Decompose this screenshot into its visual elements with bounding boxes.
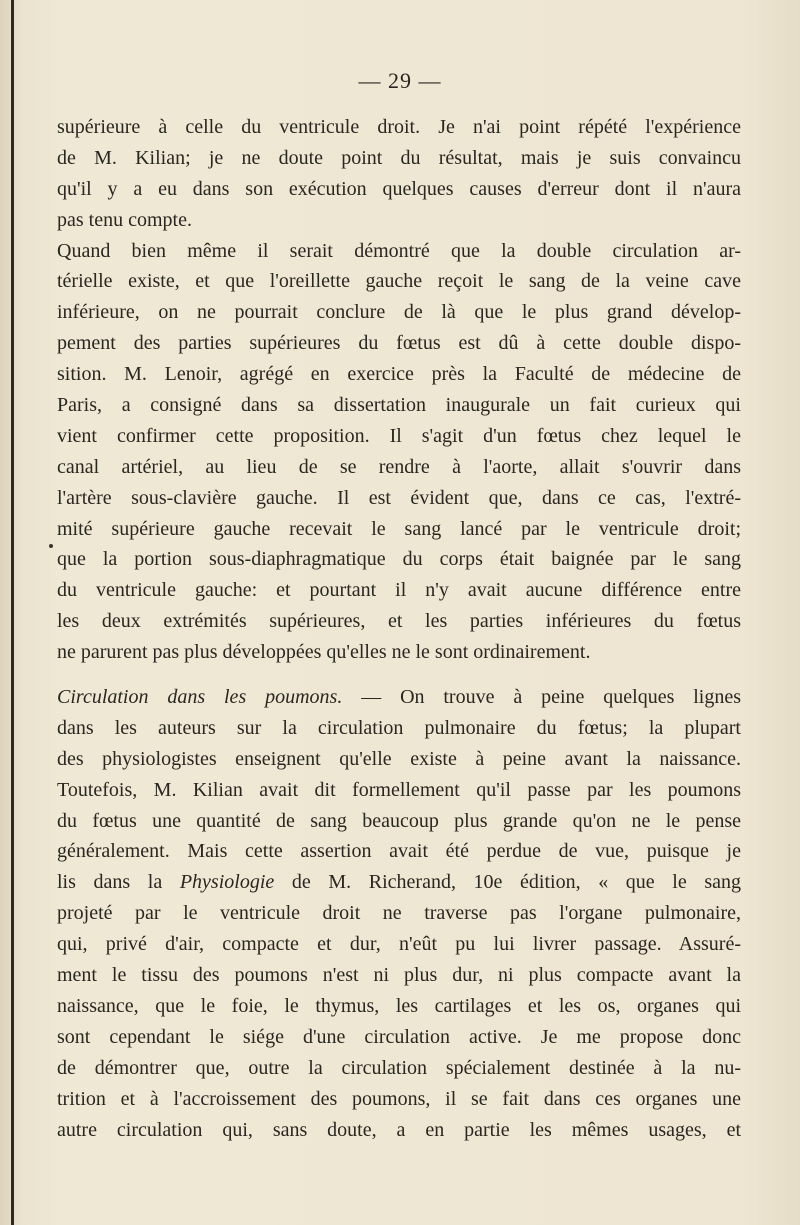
text-line: généralement. Mais cette assertion avait été perdue de vue, puisque je <box>57 840 741 863</box>
text-line: ment le tissu des poumons n'est ni plus dur, ni plus compacte avant la <box>57 964 741 987</box>
section-heading: Circulation dans les poumons. <box>57 686 343 709</box>
text-line: autre circulation qui, sans doute, a en partie les mêmes usages, et <box>57 1118 741 1141</box>
text-line: que la portion sous-diaphragmatique du corps était baignée par le sang <box>57 548 741 571</box>
text-line: de démontrer que, outre la circulation spécialement destinée à la nu- <box>57 1056 741 1079</box>
text-line: inférieure, on ne pourrait conclure de là que le plus grand dévelop- <box>57 301 741 324</box>
text-line: du ventricule gauche: et pourtant il n'y avait aucune différence entre <box>57 579 741 602</box>
text-line: vient confirmer cette proposition. Il s'agit d'un fœtus chez lequel le <box>57 424 741 447</box>
binding-edge-line <box>11 0 14 1225</box>
ink-dot <box>49 544 53 548</box>
text-line: sition. M. Lenoir, agrégé en exercice près la Faculté de médecine de <box>57 363 741 386</box>
text-line: pas tenu compte. <box>57 208 192 231</box>
text-line: canal artériel, au lieu de se rendre à l'aorte, allait s'ouvrir dans <box>57 455 741 478</box>
text-line: les deux extrémités supérieures, et les parties inférieures du fœtus <box>57 610 741 633</box>
text-line: Toutefois, M. Kilian avait dit formellement qu'il passe par les poumons <box>57 778 741 801</box>
text-line: projeté par le ventricule droit ne traverse pas l'organe pulmonaire, <box>57 902 741 925</box>
text-run: — On trouve à peine quelques lignes <box>342 686 741 709</box>
text-line: ne parurent pas plus développées qu'elles ne le sont ordinairement. <box>57 641 591 664</box>
paragraph-1 <box>57 112 741 236</box>
text-line: qu'il y a eu dans son exécution quelques causes d'erreur dont il n'aura <box>57 177 741 200</box>
paragraph-gap <box>57 668 741 682</box>
text-line: pement des parties supérieures du fœtus est dû à cette double dispo- <box>57 332 741 355</box>
text-line: naissance, que le foie, le thymus, les cartilages et les os, organes qui <box>57 994 741 1017</box>
text-line: térielle existe, et que l'oreillette gauche reçoit le sang de la veine cave <box>57 270 741 293</box>
book-title: Physiologie <box>179 871 275 894</box>
text-line <box>57 682 741 713</box>
text-line: l'artère sous-clavière gauche. Il est évident que, dans ce cas, l'extré- <box>57 486 741 509</box>
body-text <box>57 112 741 1145</box>
text-line: mité supérieure gauche recevait le sang lancé par le ventricule droit; <box>57 517 741 540</box>
text-run: de M. Richerand, 10e édition, « que le sang <box>274 871 741 894</box>
text-run: lis dans la <box>57 871 180 894</box>
text-line: supérieure à celle du ventricule droit. Je n'ai point répété l'expérience <box>57 116 741 138</box>
text-line: Quand bien même il serait démontré que la double circulation ar- <box>57 239 741 262</box>
text-line <box>57 867 741 898</box>
text-line: trition et à l'accroissement des poumons, il se fait dans ces organes une <box>57 1087 741 1110</box>
text-line: du fœtus une quantité de sang beaucoup plus grande qu'on ne le pense <box>57 809 741 832</box>
paragraph-3 <box>57 682 741 1145</box>
paragraph-2 <box>57 236 741 668</box>
text-line: de M. Kilian; je ne doute point du résultat, mais je suis convaincu <box>57 146 741 169</box>
text-line: sont cependant le siége d'une circulation active. Je me propose donc <box>57 1025 741 1048</box>
text-line: dans les auteurs sur la circulation pulmonaire du fœtus; la plupart <box>57 716 741 739</box>
text-line: Paris, a consigné dans sa dissertation inaugurale un fait curieux qui <box>57 394 741 417</box>
text-line: des physiologistes enseignent qu'elle existe à peine avant la naissance. <box>57 747 741 770</box>
text-line: qui, privé d'air, compacte et dur, n'eût pu lui livrer passage. Assuré- <box>57 933 741 956</box>
page-number: — 29 — <box>358 68 442 93</box>
